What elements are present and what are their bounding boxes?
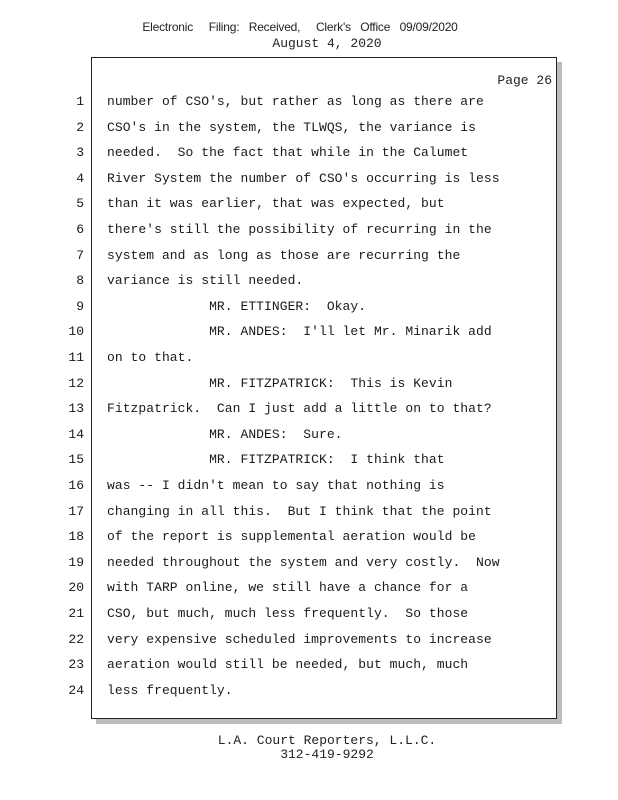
line-text: MR. ANDES: Sure.: [107, 426, 343, 442]
hearing-date: August 4, 2020: [272, 36, 382, 51]
line-number: 1: [76, 94, 84, 109]
line-number: 2: [76, 119, 84, 135]
line-number: 12: [68, 375, 84, 391]
line-text: with TARP online, we still have a chance for a: [107, 580, 469, 596]
line-text: than it was earlier, that was expected, but: [107, 196, 445, 212]
transcript-line: [0, 92, 560, 112]
line-text: of the report is supplemental aeration would be: [107, 529, 477, 545]
transcript-line: [0, 425, 560, 445]
transcript-line: [0, 655, 560, 675]
page-number: Page 26: [497, 73, 552, 88]
line-text: MR. ETTINGER: Okay.: [107, 298, 367, 314]
line-number: 10: [68, 324, 84, 340]
transcript-line: [0, 220, 560, 240]
transcript-line: [0, 681, 560, 701]
footer: [0, 734, 618, 762]
filing-stamp: Electronic Filing: Received, Clerk's Office 09/09/2020: [142, 20, 458, 34]
line-number: 15: [68, 452, 84, 468]
transcript-line: [0, 527, 560, 547]
transcript-line: [0, 169, 560, 189]
transcript-line: [0, 322, 560, 342]
line-text: was -- I didn't mean to say that nothing is: [107, 478, 445, 493]
line-text: aeration would still be needed, but much, much: [107, 657, 469, 673]
line-text: needed throughout the system and very costly. Now: [107, 554, 500, 570]
line-text: changing in all this. But I think that the point: [107, 503, 492, 519]
line-text: system and as long as those are recurring the: [107, 247, 461, 263]
transcript-line: [0, 271, 560, 291]
transcript-line: [0, 553, 560, 573]
transcript-line: [0, 194, 560, 214]
transcript-line: [0, 502, 560, 522]
line-text: number of CSO's, but rather as long as there are: [107, 94, 484, 109]
transcript-line: [0, 399, 560, 419]
line-number: 21: [68, 606, 84, 621]
transcript-line: [0, 604, 560, 624]
line-text: MR. ANDES: I'll let Mr. Minarik add: [107, 324, 492, 340]
line-number: 22: [68, 631, 84, 647]
line-text: CSO's in the system, the TLWQS, the variance is: [107, 119, 477, 135]
line-number: 13: [68, 401, 84, 417]
line-number: 17: [68, 503, 84, 519]
line-number: 3: [76, 145, 84, 161]
line-number: 20: [68, 580, 84, 596]
transcript-line: [0, 450, 560, 470]
line-text: needed. So the fact that while in the Calumet: [107, 145, 469, 161]
line-number: 23: [68, 657, 84, 673]
reporter-phone: 312-419-9292: [280, 747, 374, 762]
line-number: 9: [76, 298, 84, 314]
line-number: 24: [68, 682, 84, 698]
line-text: very expensive scheduled improvements to increase: [107, 631, 492, 647]
line-text: Fitzpatrick. Can I just add a little on to that?: [107, 401, 492, 417]
transcript-line: [0, 118, 560, 138]
transcript-line: [0, 246, 560, 266]
transcript-line: [0, 143, 560, 163]
line-text: variance is still needed.: [107, 273, 304, 289]
transcript-line: [0, 578, 560, 598]
line-number: 11: [68, 350, 84, 365]
transcript-line: [0, 374, 560, 394]
line-text: MR. FITZPATRICK: This is Kevin: [107, 375, 453, 391]
transcript-line: [0, 476, 560, 496]
reporter-company: L.A. Court Reporters, L.L.C.: [217, 733, 437, 748]
line-text: on to that.: [107, 350, 194, 365]
transcript-line: [0, 630, 560, 650]
line-text: CSO, but much, much less frequently. So those: [107, 606, 469, 621]
line-number: 18: [68, 529, 84, 545]
line-number: 7: [76, 247, 84, 263]
line-text: less frequently.: [107, 682, 233, 698]
line-number: 16: [68, 478, 84, 493]
line-text: MR. FITZPATRICK: I think that: [107, 452, 445, 468]
line-number: 8: [76, 273, 84, 289]
transcript-line: [0, 348, 560, 368]
line-number: 5: [76, 196, 84, 212]
line-text: there's still the possibility of recurring in the: [107, 222, 492, 237]
transcript-line: [0, 297, 560, 317]
line-number: 14: [68, 426, 84, 442]
line-number: 6: [76, 222, 84, 237]
line-number: 4: [76, 170, 84, 186]
line-number: 19: [68, 554, 84, 570]
line-text: River System the number of CSO's occurring is less: [107, 170, 500, 186]
